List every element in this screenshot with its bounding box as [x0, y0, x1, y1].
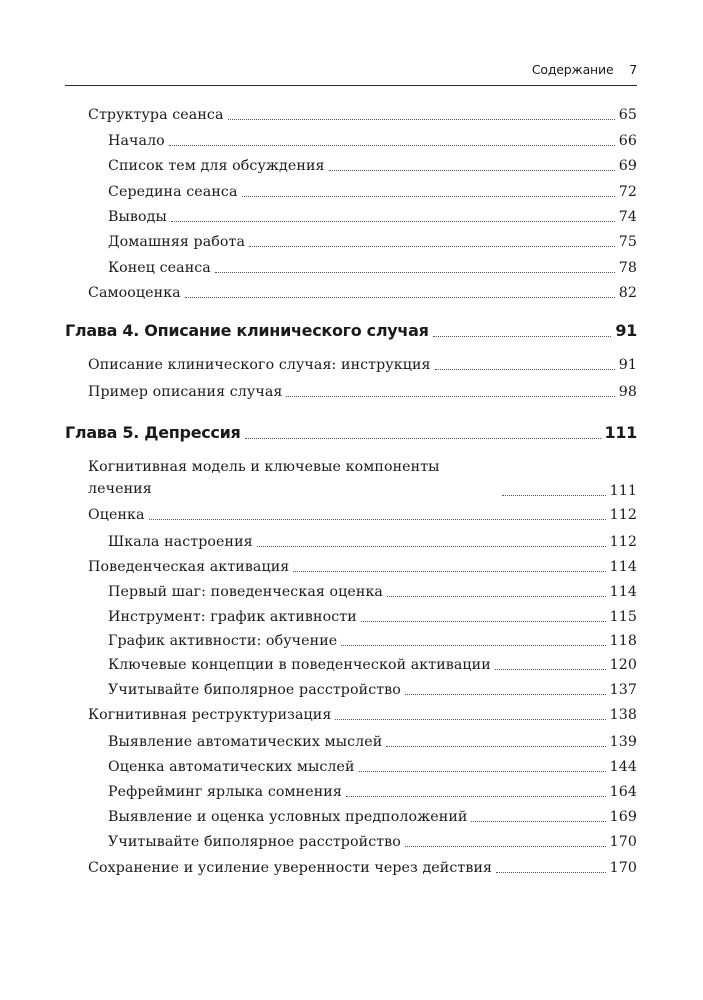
- toc-entry-title: График активности: обучение: [108, 633, 338, 649]
- toc-entry: [108, 132, 637, 150]
- toc-entry: [108, 157, 637, 175]
- toc-entry-title: Сохранение и усиление уверенности через действия: [88, 860, 493, 876]
- toc-entry-title: Выявление и оценка условных предположений: [108, 809, 468, 825]
- toc-leader: [335, 719, 605, 720]
- toc-entry-title: Середина сеанса: [108, 184, 238, 200]
- toc-leader: [242, 196, 615, 197]
- toc-entry-page: 137: [609, 682, 637, 698]
- toc-entry-title: Выявление автоматических мыслей: [108, 734, 383, 750]
- toc-entry-title: Когнитивная модель и ключевые компоненты лечения: [88, 459, 440, 497]
- toc-leader: [149, 519, 606, 520]
- toc-entry-title: Рефрейминг ярлыка сомнения: [108, 784, 342, 800]
- toc-entry-title: Список тем для обсуждения: [108, 158, 325, 174]
- toc-entry-title: Домашняя работа: [108, 234, 246, 250]
- toc-leader: [346, 796, 606, 797]
- toc-leader: [245, 438, 601, 439]
- toc-entry-page: 72: [618, 184, 637, 200]
- toc-entry-title: Описание клинического случая: инструкция: [88, 357, 431, 373]
- toc-entry-title: Учитывайте биполярное расстройство: [108, 682, 401, 698]
- toc-leader: [171, 221, 615, 222]
- toc-entry-title: Выводы: [108, 209, 167, 225]
- toc-entry: [88, 558, 637, 576]
- toc-entry: [108, 833, 637, 851]
- toc-chapter-heading: [65, 423, 637, 443]
- toc-entry: [108, 758, 637, 776]
- toc-leader: [215, 272, 615, 273]
- toc-leader: [341, 645, 605, 646]
- toc-entry-page: 82: [618, 285, 637, 301]
- toc-entry-title: Поведенческая активация: [88, 559, 290, 575]
- toc-entry-title: Инструмент: график активности: [108, 609, 357, 625]
- toc-entry: [108, 208, 637, 226]
- toc-entry-title: Пример описания случая: [88, 384, 283, 400]
- toc-leader: [387, 596, 606, 597]
- toc-entry-title: Конец сеанса: [108, 260, 211, 276]
- toc-entry-title: Глава 4. Описание клинического случая: [65, 321, 429, 340]
- toc-entry-page: 91: [615, 321, 637, 340]
- toc-leader: [495, 669, 606, 670]
- toc-entry-page: 164: [609, 784, 637, 800]
- running-head-section: Содержание: [531, 62, 614, 77]
- toc-entry-page: 91: [618, 357, 637, 373]
- page-number: 7: [629, 62, 637, 77]
- toc-entry: [88, 284, 637, 302]
- toc-leader: [435, 369, 615, 370]
- toc-entry-page: 111: [609, 483, 637, 499]
- toc-entry: [88, 106, 637, 124]
- toc-entry-page: 98: [618, 384, 637, 400]
- toc-entry-page: 170: [609, 834, 637, 850]
- toc-entry-page: 118: [609, 633, 637, 649]
- toc-entry-title: Первый шаг: поведенческая оценка: [108, 584, 383, 600]
- toc-leader: [359, 771, 606, 772]
- toc-entry-page: 139: [609, 734, 637, 750]
- toc-entry: [108, 656, 637, 674]
- toc-leader: [169, 145, 615, 146]
- toc-entry-title: Оценка: [88, 507, 145, 523]
- toc-entry-page: 65: [618, 107, 637, 123]
- toc-entry-title: Самооценка: [88, 285, 181, 301]
- toc-leader: [405, 694, 606, 695]
- toc-entry-title: Когнитивная реструктуризация: [88, 707, 332, 723]
- toc-entry-page: 112: [609, 507, 637, 523]
- toc-entry: [108, 533, 637, 551]
- toc-leader: [433, 336, 612, 337]
- toc-leader: [471, 821, 605, 822]
- toc-entry: [108, 733, 637, 751]
- toc-entry: [88, 356, 637, 374]
- toc-entry-title: Глава 5. Депрессия: [65, 423, 241, 442]
- toc-entry: [108, 783, 637, 801]
- toc-entry: [88, 706, 637, 724]
- toc-entry: [88, 506, 637, 524]
- toc-leader: [185, 297, 615, 298]
- toc-entry: [108, 259, 637, 277]
- toc-entry: [108, 183, 637, 201]
- toc-chapter-heading: [65, 321, 637, 341]
- toc-entry-page: 114: [609, 559, 637, 575]
- toc-entry-page: 115: [609, 609, 637, 625]
- toc-entry: [108, 681, 637, 699]
- toc-entry-page: 114: [609, 584, 637, 600]
- toc-entry: [88, 456, 637, 500]
- toc-entry-page: 144: [609, 759, 637, 775]
- toc-entry-title: Шкала настроения: [108, 534, 253, 550]
- toc-entry-page: 111: [604, 423, 637, 442]
- toc-leader: [386, 746, 605, 747]
- toc-entry: [108, 632, 637, 650]
- toc-leader: [257, 546, 606, 547]
- toc-entry: [108, 608, 637, 626]
- toc-leader: [228, 119, 615, 120]
- toc-entry-page: 75: [618, 234, 637, 250]
- toc-leader: [496, 872, 606, 873]
- toc-entry-page: 112: [609, 534, 637, 550]
- toc-leader: [361, 621, 606, 622]
- toc-entry: [108, 808, 637, 826]
- toc-leader: [249, 246, 615, 247]
- toc-entry-title: Структура сеанса: [88, 107, 224, 123]
- toc-entry: [88, 383, 637, 401]
- toc-entry-page: 66: [618, 133, 637, 149]
- toc-leader: [329, 170, 615, 171]
- toc-entry-page: 169: [609, 809, 637, 825]
- toc-entry-title: Оценка автоматических мыслей: [108, 759, 355, 775]
- toc-entry-title: Начало: [108, 133, 165, 149]
- toc-leader: [502, 495, 606, 496]
- toc-entry-page: 138: [609, 707, 637, 723]
- toc-entry: [88, 859, 637, 877]
- toc-entry: [108, 583, 637, 601]
- toc-entry-title: Ключевые концепции в поведенческой активации: [108, 657, 491, 673]
- toc-leader: [405, 846, 606, 847]
- toc-leader: [293, 571, 605, 572]
- toc-entry-page: 78: [618, 260, 637, 276]
- toc-entry-page: 74: [618, 209, 637, 225]
- toc-entry-page: 69: [618, 158, 637, 174]
- toc-entry-page: 170: [609, 860, 637, 876]
- toc-entry-title: Учитывайте биполярное расстройство: [108, 834, 401, 850]
- toc-entry-page: 120: [609, 657, 637, 673]
- toc-leader: [286, 396, 614, 397]
- toc-entry: [108, 233, 637, 251]
